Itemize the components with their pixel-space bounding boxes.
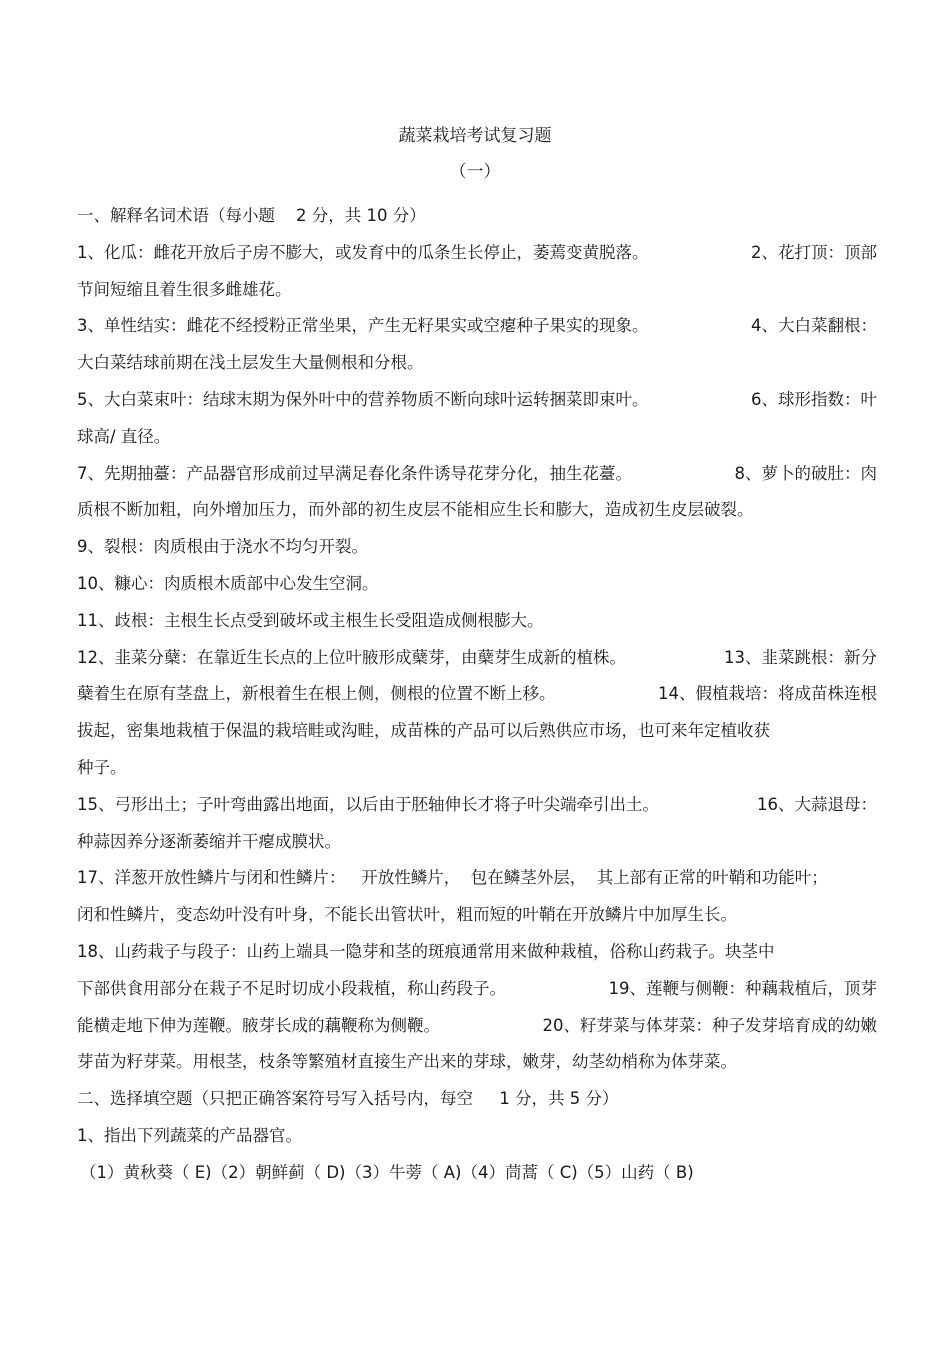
text-segment: 蘖着生在原有茎盘上，新根着生在根上侧，侧根的位置不断上移。 xyxy=(77,684,556,704)
text-segment: 芽苗为籽芽菜。用根茎，枝条等繁殖材直接生产出来的芽球，嫩芽，幼茎幼梢称为体芽菜。 xyxy=(77,1052,737,1072)
text-line xyxy=(77,382,877,419)
text-line xyxy=(77,934,877,971)
text-line xyxy=(77,971,877,1008)
text-line xyxy=(77,750,877,787)
text-segment: 12、韭菜分蘖：在靠近生长点的上位叶腋形成蘖芽，由蘖芽生成新的植株。 xyxy=(77,647,626,667)
text-line xyxy=(77,566,877,603)
document-body xyxy=(77,198,877,1192)
text-line xyxy=(77,1118,877,1155)
text-segment: 一、解释名词术语（每小题 2 分，共 10 分） xyxy=(77,206,426,225)
text-line xyxy=(77,1081,877,1118)
text-line xyxy=(77,492,877,529)
text-line xyxy=(77,419,877,456)
text-line xyxy=(77,676,877,713)
text-line xyxy=(77,456,877,493)
text-segment: 11、歧根：主根生长点受到破坏或主根生长受阻造成侧根膨大。 xyxy=(77,610,544,630)
text-line xyxy=(77,308,877,345)
text-segment: 闭和性鳞片，变态幼叶没有叶身，不能长出管状叶，粗而短的叶鞘在开放鳞片中加厚生长。 xyxy=(77,905,737,925)
text-line xyxy=(77,860,877,897)
text-segment: 16、大蒜退母： xyxy=(757,794,877,814)
text-segment: 9、裂根：肉质根由于浇水不均匀开裂。 xyxy=(77,537,368,557)
text-segment: 19、莲鞭与侧鞭：种藕栽植后，顶芽 xyxy=(608,978,877,998)
text-segment: 能横走地下伸为莲鞭。腋芽长成的藕鞭称为侧鞭。 xyxy=(77,1015,440,1035)
text-segment: 8、萝卜的破肚：肉 xyxy=(734,463,877,483)
text-segment: 大白菜结球前期在浅土层发生大量侧根和分根。 xyxy=(77,353,424,373)
text-line xyxy=(77,529,877,566)
text-segment: 2、花打顶：顶部 xyxy=(751,242,877,262)
text-segment: 质根不断加粗，向外增加压力，而外部的初生皮层不能相应生长和膨大，造成初生皮层破裂。 xyxy=(77,500,754,520)
text-segment: （1）黄秋葵（ E)（2）朝鲜蓟（ D)（3）牛蒡（ A)（4）茼蒿（ C)（5）山药（ B) xyxy=(80,1162,694,1182)
text-line xyxy=(77,1008,877,1045)
page-title: 蔬菜栽培考试复习题 xyxy=(398,126,552,146)
text-line xyxy=(77,1044,877,1081)
text-line xyxy=(77,787,877,824)
text-segment: 14、假植栽培：将成苗株连根 xyxy=(658,684,877,704)
text-segment: 18、山药栽子与段子：山药上端具一隐芽和茎的斑痕通常用来做种栽植，俗称山药栽子。块茎中 xyxy=(77,941,775,961)
page-subtitle: （一） xyxy=(449,162,501,182)
text-segment: 20、籽芽菜与体芽菜：种子发芽培育成的幼嫩 xyxy=(542,1015,877,1035)
text-segment: 二、选择填空题（只把正确答案符号写入括号内，每空 1 分，共 5 分） xyxy=(77,1089,619,1109)
text-segment: 节间短缩且着生很多雌雄花。 xyxy=(77,279,292,299)
text-segment: 种子。 xyxy=(77,757,127,777)
text-segment: 6、球形指数：叶 xyxy=(751,389,877,409)
text-line xyxy=(77,824,877,861)
text-segment: 4、大白菜翻根： xyxy=(751,316,877,336)
text-segment: 13、韭菜跳根：新分 xyxy=(724,647,877,667)
text-segment: 7、先期抽薹：产品器官形成前过早满足春化条件诱导花芽分化，抽生花薹。 xyxy=(77,463,632,483)
text-segment: 下部供食用部分在栽子不足时切成小段栽植，称山药段子。 xyxy=(77,978,506,998)
text-segment: 1、指出下列蔬菜的产品器官。 xyxy=(77,1125,302,1145)
text-segment: 10、糠心：肉质根木质部中心发生空洞。 xyxy=(77,573,379,593)
text-segment: 1、化瓜：雌花开放后子房不膨大，或发育中的瓜条生长停止，萎蔫变黄脱落。 xyxy=(77,242,649,262)
text-segment: 拔起，密集地栽植于保温的栽培畦或沟畦，成苗株的产品可以后熟供应市场，也可来年定植收获 xyxy=(77,721,770,741)
text-line xyxy=(80,1155,877,1192)
text-line xyxy=(77,198,877,235)
text-line xyxy=(77,272,877,309)
text-segment: 球高/ 直径。 xyxy=(77,426,171,446)
text-segment: 17、洋葱开放性鳞片与闭和性鳞片： 开放性鳞片， 包在鳞茎外层， 其上部有正常的叶鞘和功能叶； xyxy=(77,868,828,888)
text-line xyxy=(77,603,877,640)
text-segment: 3、单性结实：雌花不经授粉正常坐果，产生无籽果实或空瘪种子果实的现象。 xyxy=(77,316,649,336)
text-line xyxy=(77,640,877,677)
text-line xyxy=(77,713,877,750)
text-line xyxy=(77,897,877,934)
text-segment: 5、大白菜束叶：结球末期为保外叶中的营养物质不断向球叶运转捆菜即束叶。 xyxy=(77,389,649,409)
text-line xyxy=(77,345,877,382)
text-segment: 种蒜因养分逐渐萎缩并干瘪成膜状。 xyxy=(77,831,341,851)
text-segment: 15、弓形出土；子叶弯曲露出地面，以后由于胚轴伸长才将子叶尖端牵引出土。 xyxy=(77,794,659,814)
text-line xyxy=(77,235,877,272)
